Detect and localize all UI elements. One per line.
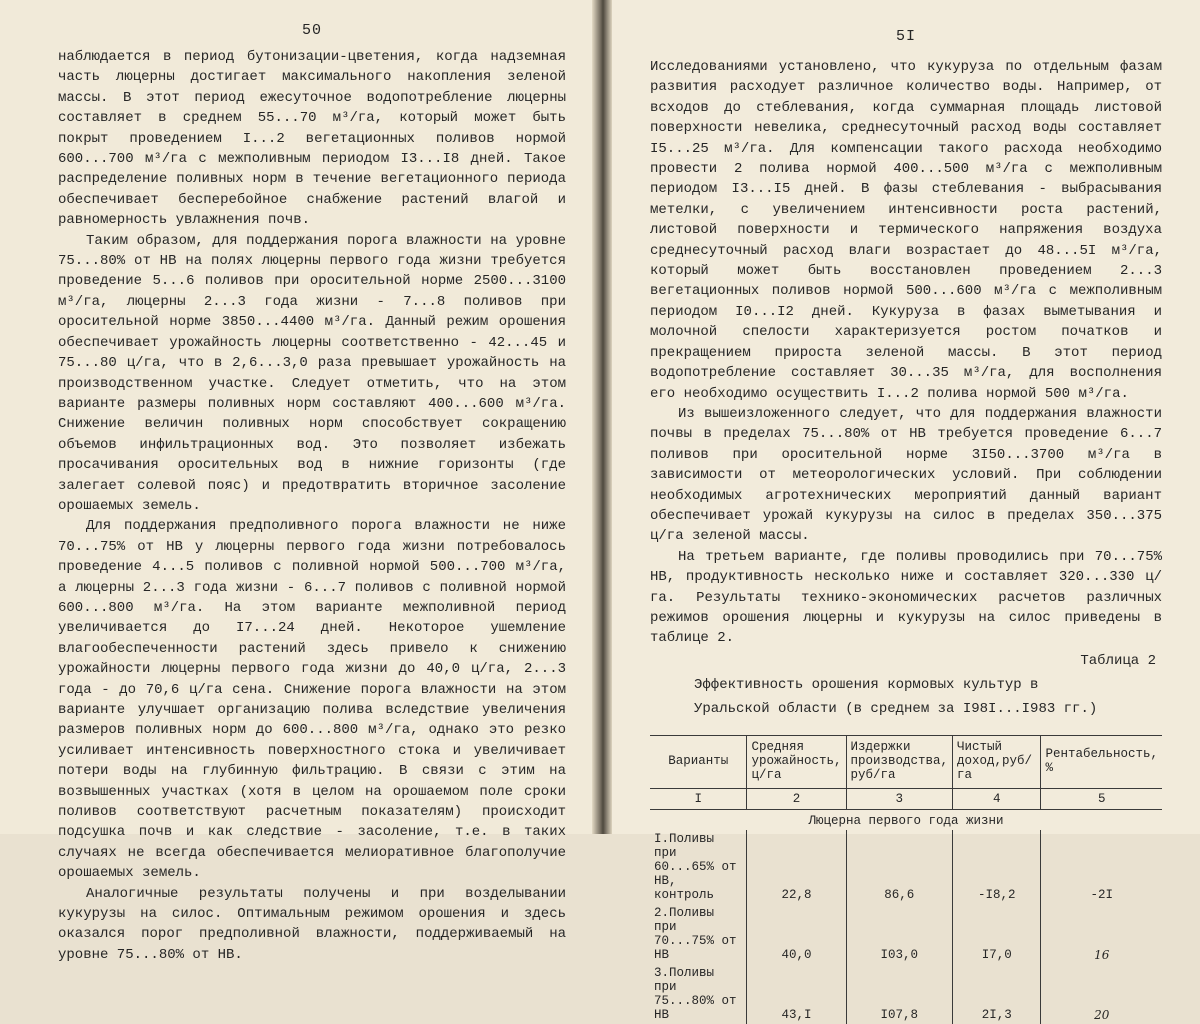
cell-profitability: -2I <box>1041 830 1162 904</box>
page-number-right: 5I <box>895 28 916 45</box>
efficiency-table <box>650 735 1162 1024</box>
cell-yield: 40,0 <box>747 904 846 964</box>
cell-profitability-handwritten: 16 <box>1041 904 1162 964</box>
cell-costs: I07,8 <box>846 964 953 1024</box>
column-number: 3 <box>846 788 953 809</box>
table-row <box>650 830 1162 904</box>
section-title: Люцерна первого года жизни <box>808 813 1004 828</box>
header-income: Чистый доход,руб/га <box>953 735 1041 788</box>
cell-income: -I8,2 <box>953 830 1041 904</box>
cell-income: I7,0 <box>953 904 1041 964</box>
cell-yield: 22,8 <box>747 830 846 904</box>
paragraph-right-2: Из вышеизложенного следует, что для поддержания влажности почвы в пределах 75...80% от НВ требуется проведение 6...7 поливов при оросительной норме 3I50...3700 м³/га в зависимости от метеорологических условий. При соблюдении необходимых агротехнических мероприятий данный вариант обеспечивает урожай кукурузы на силос в пределах 350...375 ц/га зеленой массы. <box>650 405 1162 545</box>
header-profitability: Рентабельность, % <box>1041 735 1162 788</box>
table-label: Таблица 2 <box>1080 652 1156 669</box>
paragraph-left-1: наблюдается в период бутонизации-цветения, когда надземная часть люцерны достигает максимального накопления зеленой массы. В этот период ежесуточное водопотребление люцерны составляет в среднем 55...70 м³/га, который может быть покрыт проведением I...2 вегетационных поливов нормой 600...700 м³/га с межполивным периодом I3...I8 дней. Такое распределение поливных норм в течение вегетационного периода обеспечивает бесперебойное снабжение растений влагой и равномерность увлажнения почв. <box>58 49 566 229</box>
left-page <box>0 0 596 963</box>
cell-variant: I.Поливы при 60...65% от НВ, контроль <box>654 831 737 902</box>
section-row <box>650 809 1162 830</box>
book-gutter <box>592 0 612 834</box>
paragraph-left-4: Аналогичные результаты получены и при возделывании кукурузы на силос. Оптимальным режимом орошения и здесь оказался порог предполивной влажности, поддерживаемый на уровне 75...80% от НВ. <box>58 885 566 963</box>
column-numbers-row <box>650 788 1162 809</box>
right-page <box>596 0 1200 1022</box>
column-number: I <box>650 788 747 809</box>
header-variants: Варианты <box>650 735 747 788</box>
paragraph-right-3: На третьем варианте, где поливы проводились при 70...75% НВ, продуктивность несколько ниже и составляет 320...330 ц/га. Результаты технико-экономических расчетов различных режимов орошения люцерны и кукурузы на силос приведены в таблице 2. <box>650 548 1162 647</box>
column-number: 4 <box>953 788 1041 809</box>
table-title-line-1: Эффективность орошения кормовых культур в <box>694 676 1039 693</box>
cell-profitability-handwritten: 20 <box>1041 964 1162 1024</box>
header-yield: Средняя урожайность, ц/га <box>747 735 846 788</box>
cell-variant: 3.Поливы при 75...80% от НВ <box>654 965 737 1022</box>
page-number-left: 50 <box>301 22 322 39</box>
cell-costs: 86,6 <box>846 830 953 904</box>
paragraph-left-2: Таким образом, для поддержания порога влажности на уровне 75...80% от НВ на полях люцерны первого года жизни требуется проведение 5...6 поливов при оросительной норме 2500...3100 м³/га, люцерны 2...3 года жизни - 7...8 поливов при оросительной норме 3850...4400 м³/га. Данный режим орошения обеспечивает урожайность люцерны соответственно - 42...45 и 75...80 ц/га, что в 2,6...3,0 раза превышает урожайность на производственном участке. Следует отметить, что на этом варианте размеры поливных норм составляют 400...600 м³/га. Снижение величин поливных норм способствует сокращению объемов инфильтрационных вод. Это позволяет избежать просачивания оросительных вод в нижние горизонты (где залегает солевой пояс) и предотвратить вторичное засоление орошаемых земель. <box>58 232 566 514</box>
header-costs: Издержки производства, руб/га <box>846 735 953 788</box>
cell-costs: I03,0 <box>846 904 953 964</box>
paragraph-right-1: Исследованиями установлено, что кукуруза по отдельным фазам развития расходует различное количество воды. Например, от всходов до стеблевания, когда суммарная площадь листовой поверхности невелика, среднесуточный расход воды составляет I5...25 м³/га. Для компенсации такого расхода необходимо провести 2 полива нормой 400...500 м³/га с межполивным периодом I3...I5 дней. В фазы стеблевания - выбрасывания метелки, с увеличением интенсивности роста растений, листовой поверхности и термического напряжения воздуха среднесуточный расход влаги возрастает до 48...5I м³/га, который может быть восстановлен проведением 2...3 вегетационных поливов нормой 500...600 м³/га с межполивным периодом I0...I2 дней. Кукуруза в фазах выметывания и молочной спелости характеризуется ростом початков и прекращением прироста зеленой массы. В этот период водопотребление составляет 30...35 м³/га, для восполнения его необходимо осуществить I...2 полива нормой 500 м³/га. <box>650 59 1162 402</box>
column-number: 5 <box>1041 788 1162 809</box>
cell-variant: 2.Поливы при 70...75% от НВ <box>654 905 737 962</box>
table-header-row <box>650 735 1162 788</box>
table-title-line-2: Уральской области (в среднем за I98I...I983 гг.) <box>694 700 1098 717</box>
cell-income: 2I,3 <box>953 964 1041 1024</box>
cell-yield: 43,I <box>747 964 846 1024</box>
paragraph-left-3: Для поддержания предполивного порога влажности не ниже 70...75% от НВ у люцерны первого года жизни потребовалось проведение 4...5 поливов с поливной нормой 500...700 м³/га, а люцерны 2...3 года жизни - 6...7 поливов с поливной нормой 600...800 м³/га. На этом варианте межполивной период увеличивается до I7...24 дней. Некоторое ушемление влагообеспеченности растений здесь привело к снижению урожайности люцерны первого года жизни до 40,0 ц/га, 2...3 года - до 70,6 ц/га сена. Снижение порога влажности на этом варианте улучшает организацию полива вследствие увеличения размеров поливных норм до 600...800 м³/га, однако это резко усиливает интенсивность поверхностного стока и увеличивает потери воды на глубинную фильтрацию. В связи с этим на возвышенных участках (хотя в целом на орошаемом поле сроки поливов соответствуют расчетным показателям) происходит подсушка почв и как следствие - засоление, т.е. в таких случаях не всегда обеспечивается мелиоративное благополучие орошаемых земель. <box>58 518 566 882</box>
table-row <box>650 904 1162 964</box>
table-row <box>650 964 1162 1024</box>
column-number: 2 <box>747 788 846 809</box>
